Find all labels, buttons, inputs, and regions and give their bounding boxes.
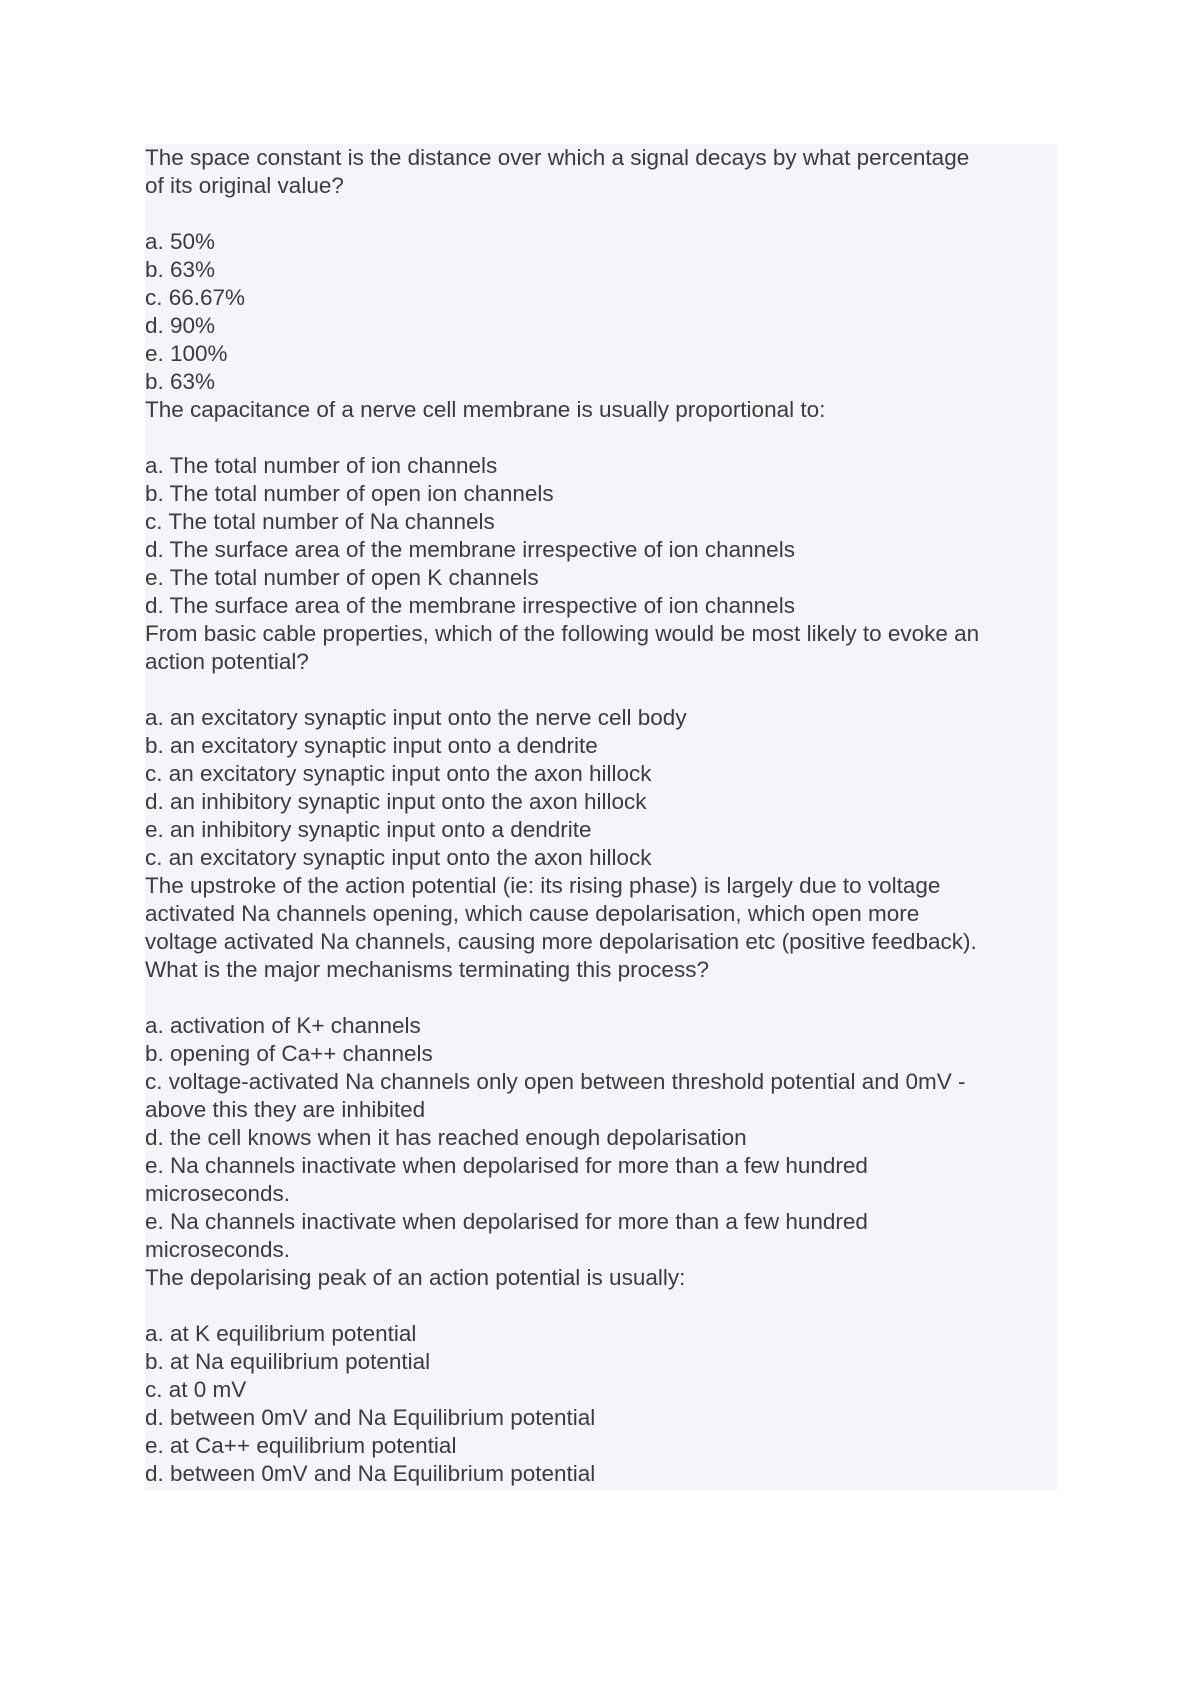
answer-option: a. at K equilibrium potential — [145, 1321, 417, 1346]
question-block — [145, 144, 1057, 396]
question-text: The upstroke of the action potential (ie: its rising phase) is largely due to voltage — [145, 873, 941, 898]
answer-option: d. 90% — [145, 313, 216, 338]
question-list — [145, 144, 1057, 1490]
correct-answer: b. 63% — [145, 369, 216, 394]
question-text: voltage activated Na channels, causing more depolarisation etc (positive feedback). — [145, 929, 977, 954]
question-block — [145, 872, 1057, 1264]
answer-option: microseconds. — [145, 1181, 291, 1206]
correct-answer: microseconds. — [145, 1237, 291, 1262]
question-text: activated Na channels opening, which cause depolarisation, which open more — [145, 901, 920, 926]
answer-option: e. at Ca++ equilibrium potential — [145, 1433, 457, 1458]
answer-option: e. The total number of open K channels — [145, 565, 539, 590]
answer-option: a. activation of K+ channels — [145, 1013, 421, 1038]
answer-option: c. at 0 mV — [145, 1377, 247, 1402]
answer-option: e. 100% — [145, 341, 228, 366]
answer-option: c. 66.67% — [145, 285, 246, 310]
answer-option: a. an excitatory synaptic input onto the nerve cell body — [145, 705, 687, 730]
answer-option: b. opening of Ca++ channels — [145, 1041, 433, 1066]
correct-answer: c. an excitatory synaptic input onto the axon hillock — [145, 845, 652, 870]
answer-option: a. 50% — [145, 229, 216, 254]
question-text: From basic cable properties, which of the following would be most likely to evoke an — [145, 621, 980, 646]
answer-option: d. The surface area of the membrane irrespective of ion channels — [145, 537, 795, 562]
question-block — [145, 396, 1057, 620]
answer-option: d. between 0mV and Na Equilibrium potential — [145, 1405, 596, 1430]
question-text: of its original value? — [145, 173, 344, 198]
blank-line — [145, 200, 1057, 228]
answer-option: c. voltage-activated Na channels only open between threshold potential and 0mV - — [145, 1069, 966, 1094]
answer-option: b. The total number of open ion channels — [145, 481, 554, 506]
answer-option: d. an inhibitory synaptic input onto the axon hillock — [145, 789, 647, 814]
answer-option: d. the cell knows when it has reached enough depolarisation — [145, 1125, 747, 1150]
answer-option: c. The total number of Na channels — [145, 509, 495, 534]
correct-answer: e. Na channels inactivate when depolarised for more than a few hundred — [145, 1209, 868, 1234]
question-text: The space constant is the distance over which a signal decays by what percentage — [145, 145, 970, 170]
answer-option: b. at Na equilibrium potential — [145, 1349, 431, 1374]
correct-answer: d. The surface area of the membrane irrespective of ion channels — [145, 593, 795, 618]
blank-line — [145, 1292, 1057, 1320]
blank-line — [145, 424, 1057, 452]
question-text: action potential? — [145, 649, 309, 674]
answer-option: a. The total number of ion channels — [145, 453, 498, 478]
correct-answer: d. between 0mV and Na Equilibrium potential — [145, 1461, 596, 1486]
answer-option: above this they are inhibited — [145, 1097, 426, 1122]
question-text: What is the major mechanisms terminating this process? — [145, 957, 709, 982]
question-text: The capacitance of a nerve cell membrane is usually proportional to: — [145, 397, 826, 422]
blank-line — [145, 676, 1057, 704]
answer-option: b. 63% — [145, 257, 216, 282]
answer-option: e. an inhibitory synaptic input onto a dendrite — [145, 817, 592, 842]
answer-option: e. Na channels inactivate when depolarised for more than a few hundred — [145, 1153, 868, 1178]
question-text: The depolarising peak of an action potential is usually: — [145, 1265, 686, 1290]
blank-line — [145, 984, 1057, 1012]
answer-option: b. an excitatory synaptic input onto a dendrite — [145, 733, 598, 758]
answer-option: c. an excitatory synaptic input onto the axon hillock — [145, 761, 652, 786]
question-block — [145, 1264, 1057, 1488]
question-block — [145, 620, 1057, 872]
